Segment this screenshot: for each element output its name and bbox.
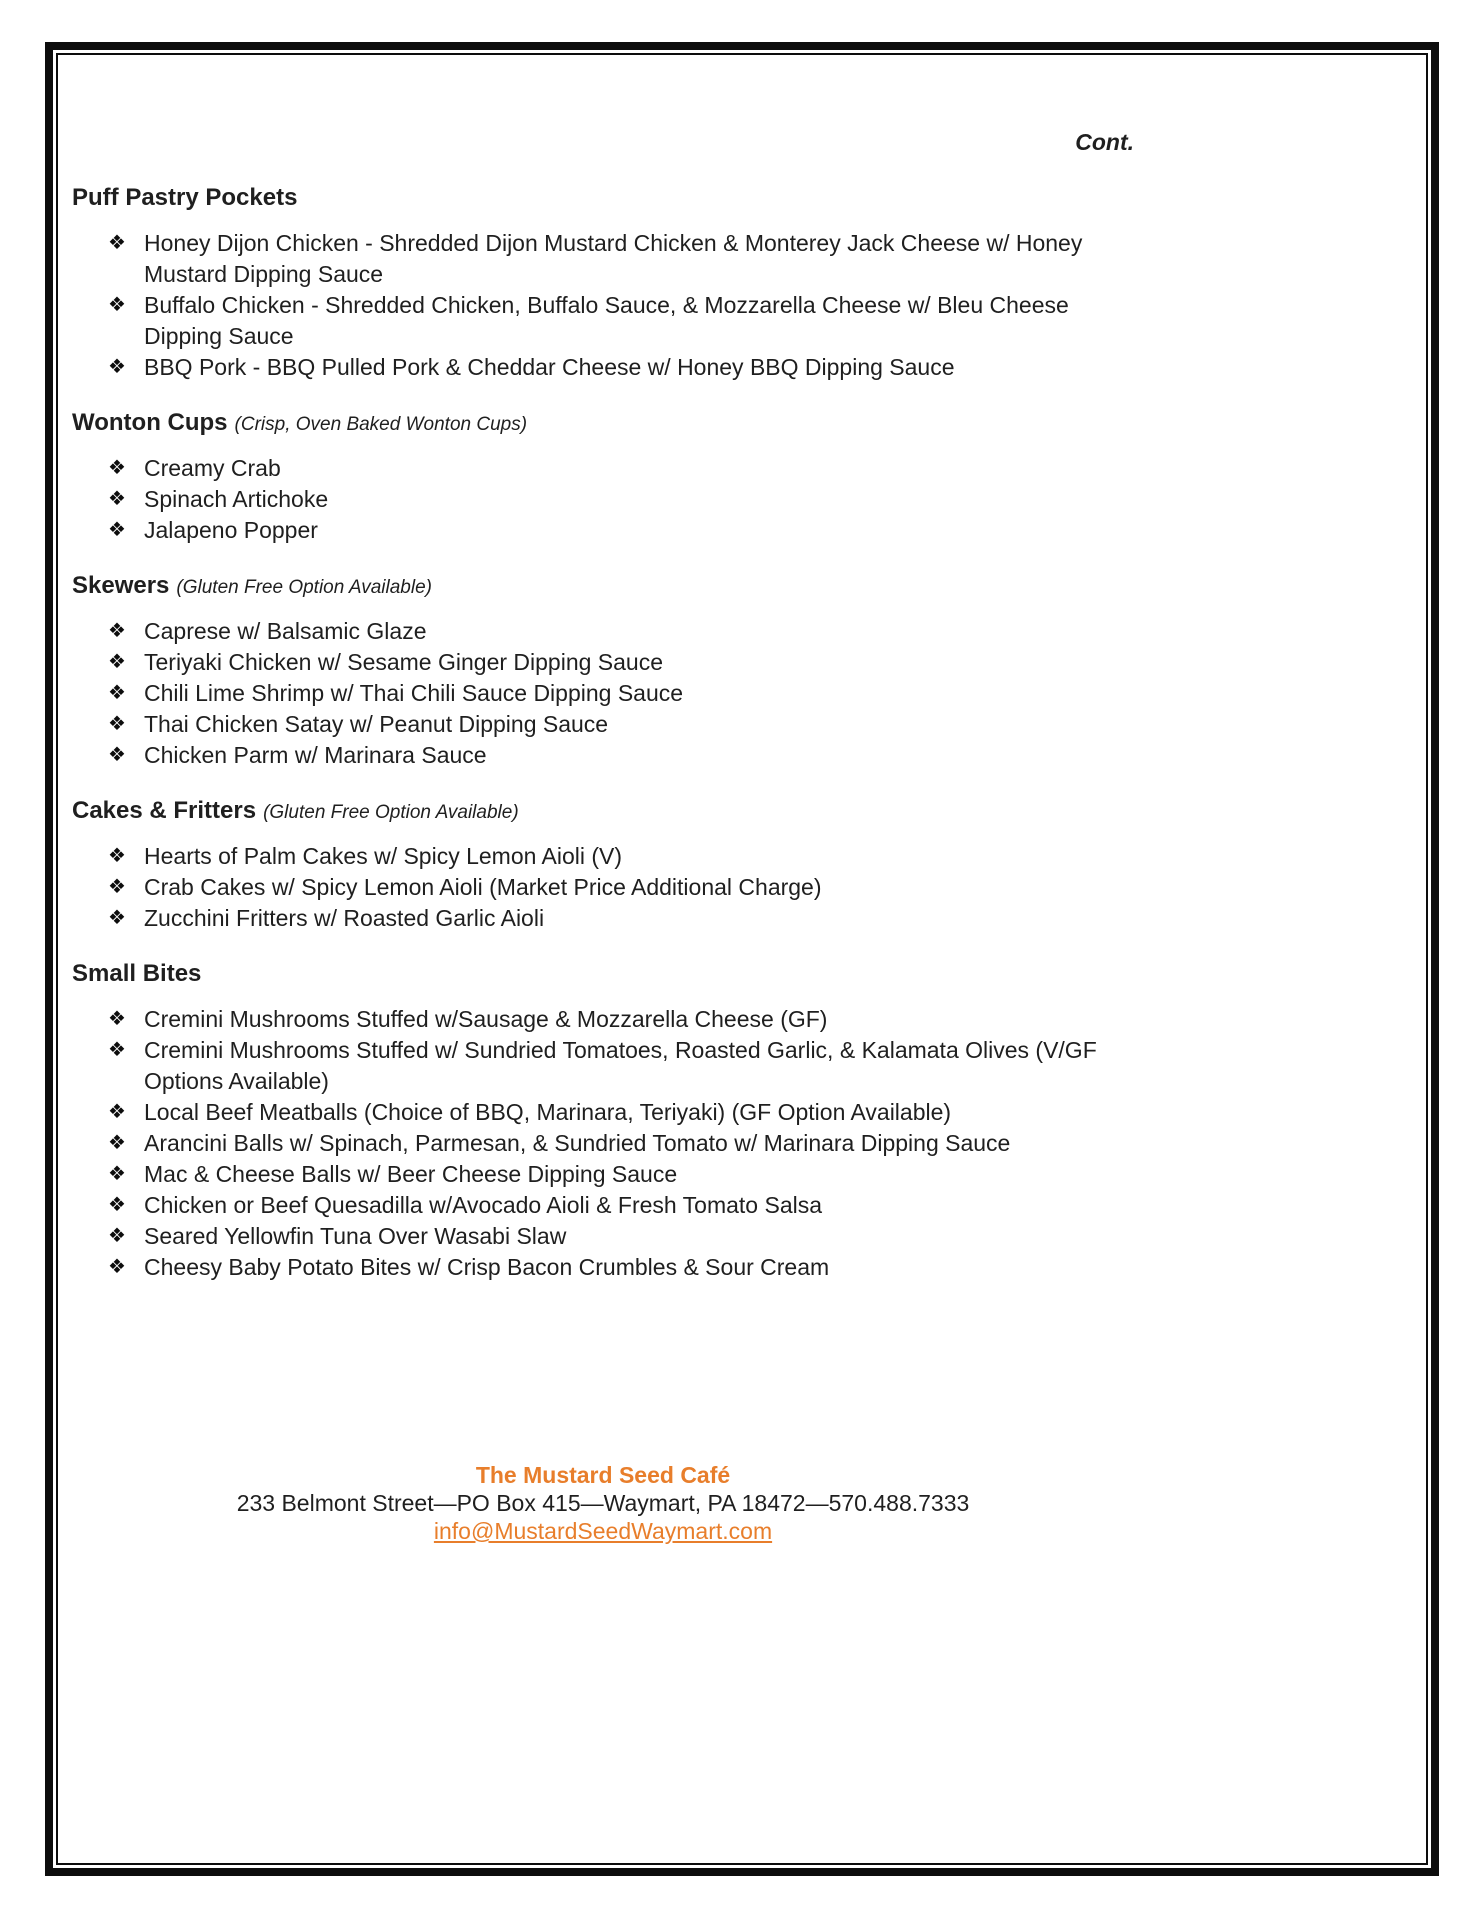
diamond-bullet-icon: ❖ xyxy=(108,1225,126,1247)
diamond-bullet-icon: ❖ xyxy=(108,294,126,316)
page-border-outer xyxy=(45,42,1439,1876)
menu-item xyxy=(72,1097,1134,1128)
footer xyxy=(72,1461,1134,1545)
menu-item xyxy=(72,1159,1134,1190)
menu-item xyxy=(72,740,1134,771)
menu-item-text: Crab Cakes w/ Spicy Lemon Aioli (Market Price Additional Charge) xyxy=(144,874,822,900)
menu-item xyxy=(72,1128,1134,1159)
menu-item-text: BBQ Pork - BBQ Pulled Pork & Cheddar Cheese w/ Honey BBQ Dipping Sauce xyxy=(144,354,955,380)
section-title: Puff Pastry Pockets xyxy=(72,184,298,211)
menu-item-list xyxy=(72,228,1134,383)
section-title: Skewers xyxy=(72,572,170,599)
diamond-bullet-icon: ❖ xyxy=(108,744,126,766)
menu-item-text: Cremini Mushrooms Stuffed w/ Sundried Tomatoes, Roasted Garlic, & Kalamata Olives (V/GF Options Available) xyxy=(144,1037,1097,1094)
menu-item xyxy=(72,872,1134,903)
menu-item-text: Hearts of Palm Cakes w/ Spicy Lemon Aioli (V) xyxy=(144,843,623,869)
menu-item xyxy=(72,453,1134,484)
page-border-inner xyxy=(56,53,1428,1865)
menu-item-list xyxy=(72,1004,1134,1283)
menu-item xyxy=(72,678,1134,709)
menu-item xyxy=(72,841,1134,872)
continuation-label: Cont. xyxy=(1075,129,1134,155)
diamond-bullet-icon: ❖ xyxy=(108,1101,126,1123)
menu-item-text: Cheesy Baby Potato Bites w/ Crisp Bacon Crumbles & Sour Cream xyxy=(144,1254,830,1280)
menu-item xyxy=(72,709,1134,740)
diamond-bullet-icon: ❖ xyxy=(108,620,126,642)
diamond-bullet-icon: ❖ xyxy=(108,682,126,704)
menu-item xyxy=(72,1004,1134,1035)
diamond-bullet-icon: ❖ xyxy=(108,845,126,867)
menu-item-text: Cremini Mushrooms Stuffed w/Sausage & Mozzarella Cheese (GF) xyxy=(144,1006,828,1032)
section-title: Cakes & Fritters xyxy=(72,797,257,824)
menu-item-list xyxy=(72,616,1134,771)
menu-item-text: Jalapeno Popper xyxy=(144,517,318,543)
section-heading xyxy=(72,570,1134,603)
menu-item xyxy=(72,352,1134,383)
diamond-bullet-icon: ❖ xyxy=(108,1008,126,1030)
email-link[interactable]: info@MustardSeedWaymart.com xyxy=(433,1518,773,1544)
menu-item-text: Buffalo Chicken - Shredded Chicken, Buffalo Sauce, & Mozzarella Cheese w/ Bleu Cheese Dipping Sauce xyxy=(144,292,1069,349)
diamond-bullet-icon: ❖ xyxy=(108,1194,126,1216)
cafe-name: The Mustard Seed Café xyxy=(475,1462,731,1488)
menu-item xyxy=(72,290,1134,352)
section-small-bites xyxy=(72,958,1134,1283)
menu-item-text: Creamy Crab xyxy=(144,455,281,481)
section-cakes-fritters xyxy=(72,795,1134,934)
menu-item xyxy=(72,228,1134,290)
menu-item-text: Chicken or Beef Quesadilla w/Avocado Aioli & Fresh Tomato Salsa xyxy=(144,1192,823,1218)
section-note: (Gluten Free Option Available) xyxy=(176,577,432,598)
section-puff-pastry-pockets xyxy=(72,182,1134,383)
menu-item-text: Chicken Parm w/ Marinara Sauce xyxy=(144,742,487,768)
section-title: Wonton Cups xyxy=(72,409,228,436)
menu-item-list xyxy=(72,841,1134,934)
menu-item-text: Thai Chicken Satay w/ Peanut Dipping Sauce xyxy=(144,711,609,737)
menu-item-text: Spinach Artichoke xyxy=(144,486,329,512)
address-line: 233 Belmont Street—PO Box 415—Waymart, PA 18472—570.488.7333 xyxy=(236,1490,970,1516)
menu-item xyxy=(72,647,1134,678)
menu-item-text: Chili Lime Shrimp w/ Thai Chili Sauce Dipping Sauce xyxy=(144,680,684,706)
menu-item-text: Seared Yellowfin Tuna Over Wasabi Slaw xyxy=(144,1223,567,1249)
section-title: Small Bites xyxy=(72,960,202,987)
menu-item-text: Local Beef Meatballs (Choice of BBQ, Marinara, Teriyaki) (GF Option Available) xyxy=(144,1099,952,1125)
section-heading xyxy=(72,795,1134,828)
diamond-bullet-icon: ❖ xyxy=(108,488,126,510)
section-note: (Gluten Free Option Available) xyxy=(263,802,519,823)
section-heading xyxy=(72,407,1134,440)
menu-item xyxy=(72,616,1134,647)
diamond-bullet-icon: ❖ xyxy=(108,1163,126,1185)
menu-item-text: Zucchini Fritters w/ Roasted Garlic Aioli xyxy=(144,905,545,931)
menu-item xyxy=(72,515,1134,546)
menu-item xyxy=(72,484,1134,515)
section-skewers xyxy=(72,570,1134,771)
diamond-bullet-icon: ❖ xyxy=(108,1256,126,1278)
menu-item xyxy=(72,1221,1134,1252)
section-heading xyxy=(72,958,1134,991)
diamond-bullet-icon: ❖ xyxy=(108,1132,126,1154)
menu-item-text: Teriyaki Chicken w/ Sesame Ginger Dipping Sauce xyxy=(144,649,664,675)
diamond-bullet-icon: ❖ xyxy=(108,1039,126,1061)
menu-item-text: Mac & Cheese Balls w/ Beer Cheese Dipping Sauce xyxy=(144,1161,678,1187)
section-heading xyxy=(72,182,1134,215)
menu-item xyxy=(72,1252,1134,1283)
diamond-bullet-icon: ❖ xyxy=(108,876,126,898)
diamond-bullet-icon: ❖ xyxy=(108,356,126,378)
menu-page xyxy=(58,55,1134,1545)
diamond-bullet-icon: ❖ xyxy=(108,457,126,479)
diamond-bullet-icon: ❖ xyxy=(108,713,126,735)
menu-item-text: Arancini Balls w/ Spinach, Parmesan, & Sundried Tomato w/ Marinara Dipping Sauce xyxy=(144,1130,1011,1156)
menu-item xyxy=(72,903,1134,934)
menu-item-text: Honey Dijon Chicken - Shredded Dijon Mustard Chicken & Monterey Jack Cheese w/ Honey Mustard Dipping Sauce xyxy=(144,230,1083,287)
diamond-bullet-icon: ❖ xyxy=(108,651,126,673)
diamond-bullet-icon: ❖ xyxy=(108,519,126,541)
menu-item-list xyxy=(72,453,1134,546)
menu-item xyxy=(72,1035,1134,1097)
section-wonton-cups xyxy=(72,407,1134,546)
diamond-bullet-icon: ❖ xyxy=(108,907,126,929)
menu-item xyxy=(72,1190,1134,1221)
section-note: (Crisp, Oven Baked Wonton Cups) xyxy=(234,414,528,435)
diamond-bullet-icon: ❖ xyxy=(108,232,126,254)
menu-item-text: Caprese w/ Balsamic Glaze xyxy=(144,618,427,644)
